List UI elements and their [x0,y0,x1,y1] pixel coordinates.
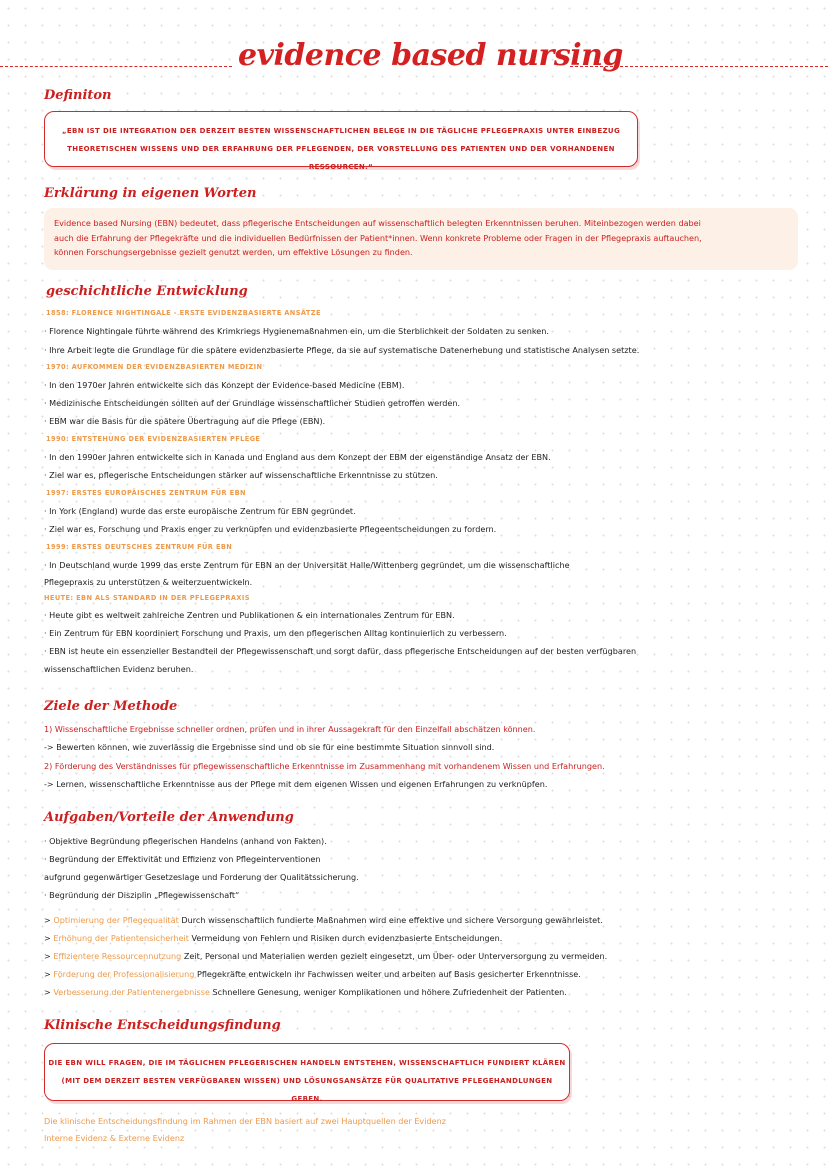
goals-heading: Ziele der Methode [44,699,178,714]
clinical-box-line2: (MIT DEM DERZEIT BESTEN VERFÜGBAREN WISSEN) UND LÖSUNGSANSÄTZE FÜR QUALITATIVE PFLEGEHANDLUNGEN GEBEN. [61,1077,553,1103]
history-sub-1997: 1997: ERSTES EUROPÄISCHES ZENTRUM FÜR EBN [46,489,246,497]
advantage-label: Effizientere Ressourcennutzung [53,951,182,961]
advantage-label: Erhöhung der Patientensicherheit [53,933,189,943]
goal-2: 2) Förderung des Verständnisses für pflegewissenschaftliche Erkenntnisse im Zusammenhang mit vorhandenem Wissen und Erfahrungen. [44,761,605,771]
history-line: wissenschaftlichen Evidenz beruhen. [44,664,194,674]
history-line: · Florence Nightingale führte während des Krimkriegs Hygienemaßnahmen ein, um die Sterblichkeit der Soldaten zu senken. [44,326,549,336]
title-divider-left [0,66,232,67]
advantage-text: Schnellere Genesung, weniger Komplikationen und höhere Zufriedenheit der Patienten. [212,987,567,997]
clinical-footer-2: Interne Evidenz & Externe Evidenz [44,1133,185,1143]
history-line: · In Deutschland wurde 1999 das erste Zentrum für EBN an der Universität Halle/Wittenberg gegründet, um die wissenschaftliche [44,560,570,570]
history-sub-1999: 1999: ERSTES DEUTSCHES ZENTRUM FÜR EBN [46,543,233,551]
goal-2-note: -> Lernen, wissenschaftliche Erkenntnisse aus der Pflege mit dem eigenen Wissen und eigenen Erfahrungen zu verknüpfen. [44,779,548,789]
history-line: Pflegepraxis zu unterstützen & weiterzuentwickeln. [44,577,253,587]
task-bullet: · Begründung der Disziplin „Pflegewissenschaft“ [44,890,240,900]
goal-1-note: -> Bewerten können, wie zuverlässig die Ergebnisse sind und ob sie für eine bestimmte Situation sinnvoll sind. [44,742,495,752]
clinical-box-line1: DIE EBN WILL FRAGEN, DIE IM TÄGLICHEN PFLEGERISCHEN HANDELN ENTSTEHEN, WISSENSCHAFTLICH FUNDIERT KLÄREN [48,1059,566,1067]
title-row [0,38,828,88]
advantage-label: Förderung der Professionalisierung [53,969,195,979]
advantage-text: Zeit, Personal und Materialien werden gezielt eingesetzt, um Über- oder Unterversorgung zu vermeiden. [183,951,608,961]
advantage-item: > Erhöhung der Patientensicherheit Vermeidung von Fehlern und Risiken durch evidenzbasierte Entscheidungen. [44,933,503,943]
history-line: · EBM war die Basis für die spätere Übertragung auf die Pflege (EBN). [44,416,326,426]
history-line: · In den 1990er Jahren entwickelte sich in Kanada und England aus dem Konzept der EBM der eigenständige Ansatz der EBN. [44,452,551,462]
history-sub-1970: 1970: AUFKOMMEN DER EVIDENZBASIERTEN MEDIZIN [46,363,263,371]
history-line: · Heute gibt es weltweit zahlreiche Zentren und Publikationen & ein internationales Zentrum für EBN. [44,610,455,620]
advantage-text: Durch wissenschaftlich fundierte Maßnahmen wird eine effektive und sichere Versorgung gewährleistet. [181,915,603,925]
title-divider-right [570,66,828,67]
task-bullet: · Objektive Begründung pflegerischen Handelns (anhand von Fakten). [44,836,327,846]
task-bullet: aufgrund gegenwärtiger Gesetzeslage und Forderung der Qualitätssicherung. [44,872,359,882]
tasks-heading: Aufgaben/Vorteile der Anwendung [44,810,294,825]
history-sub-1990: 1990: ENTSTEHUNG DER EVIDENZBASIERTEN PFLEGE [46,435,261,443]
history-line: · EBN ist heute ein essenzieller Bestandteil der Pflegewissenschaft und sorgt dafür, dass pflegerische Entscheidungen auf der besten verfügbaren [44,646,637,656]
history-line: · Ziel war es, pflegerische Entscheidungen stärker auf wissenschaftliche Erkenntnisse zu stützen. [44,470,438,480]
advantage-text: Pflegekräfte entwickeln ihr Fachwissen weiter und arbeiten auf Basis gesicherter Erkenntnisse. [196,969,581,979]
explanation-heading: Erklärung in eigenen Worten [44,186,257,201]
history-line: · Ziel war es, Forschung und Praxis enger zu verknüpfen und evidenzbasierte Pflegeentscheidungen zu fordern. [44,524,497,534]
advantage-item: > Effizientere Ressourcennutzung Zeit, Personal und Materialien werden gezielt eingesetzt, um Über- oder Unterversorgung zu vermeiden. [44,951,608,961]
advantage-item: > Förderung der Professionalisierung Pflegekräfte entwickeln ihr Fachwissen weiter und arbeiten auf Basis gesicherter Erkenntnisse. [44,969,581,979]
explanation-line1: Evidence based Nursing (EBN) bedeutet, dass pflegerische Entscheidungen auf wissenschaftlich belegten Erkenntnissen beruhen. Miteinbezogen werden dabei [54,218,701,228]
clinical-box [44,1043,570,1101]
definition-quote-line1: „EBN IST DIE INTEGRATION DER DERZEIT BESTEN WISSENSCHAFTLICHEN BELEGE IN DIE TÄGLICHE PFLEGEPRAXIS UNTER EINBEZUG [61,127,621,135]
history-line: · Ihre Arbeit legte die Grundlage für die spätere evidenzbasierte Pflege, da sie auf systematische Datenerhebung und statistische Analysen setzte. [44,345,640,355]
definition-quote-line2: THEORETISCHEN WISSENS UND DER ERFAHRUNG DER PFLEGENDEN, DER VORSTELLUNG DES PATIENTEN UND DER VORHANDENEN RESSOURCEN.“ [67,145,615,171]
history-sub-heute: HEUTE: EBN ALS STANDARD IN DER PFLEGEPRAXIS [44,594,250,602]
definition-box [44,111,638,171]
history-sub-1858: 1858: FLORENCE NIGHTINGALE - ERSTE EVIDENZBASIERTE ANSÄTZE [46,309,321,317]
explanation-line3: können Forschungsergebnisse gezielt genutzt werden, um effektive Lösungen zu finden. [54,247,413,258]
clinical-heading: Klinische Entscheidungsfindung [44,1018,281,1033]
advantage-label: Verbesserung der Patientenergebnisse [53,987,210,997]
advantage-label: Optimierung der Pflegequalität [53,915,179,925]
task-bullet: · Begründung der Effektivität und Effizienz von Pflegeinterventionen [44,854,321,864]
history-line: · Medizinische Entscheidungen sollten auf der Grundlage wissenschaftlicher Studien getroffen werden. [44,398,461,408]
history-heading: geschichtliche Entwicklung [46,284,248,299]
definition-heading: Definiton [44,88,112,103]
explanation-line2: auch die Erfahrung der Pflegekräfte und die individuellen Bedürfnissen der Patient*innen. Wenn konkrete Probleme oder Fragen in der Pflegepraxis auftauchen, [54,232,702,243]
advantage-item: > Verbesserung der Patientenergebnisse Schnellere Genesung, weniger Komplikationen und höhere Zufriedenheit der Patienten. [44,987,567,997]
history-line: · Ein Zentrum für EBN koordiniert Forschung und Praxis, um den pflegerischen Alltag kontinuierlich zu verbessern. [44,628,507,638]
clinical-footer-1: Die klinische Entscheidungsfindung im Rahmen der EBN basiert auf zwei Hauptquellen der Evidenz [44,1116,446,1126]
history-line: · In den 1970er Jahren entwickelte sich das Konzept der Evidence-based Medicine (EBM). [44,380,405,390]
history-line: · In York (England) wurde das erste europäische Zentrum für EBN gegründet. [44,506,356,516]
goal-1: 1) Wissenschaftliche Ergebnisse schneller ordnen, prüfen und in ihrer Aussagekraft für den Einzelfall abschätzen können. [44,724,536,734]
advantage-text: Vermeidung von Fehlern und Risiken durch evidenzbasierte Entscheidungen. [191,933,503,943]
explanation-box [44,208,798,270]
advantage-item: > Optimierung der Pflegequalität Durch wissenschaftlich fundierte Maßnahmen wird eine effektive und sichere Versorgung gewährleistet. [44,915,603,925]
page-title: evidence based nursing [238,38,623,73]
